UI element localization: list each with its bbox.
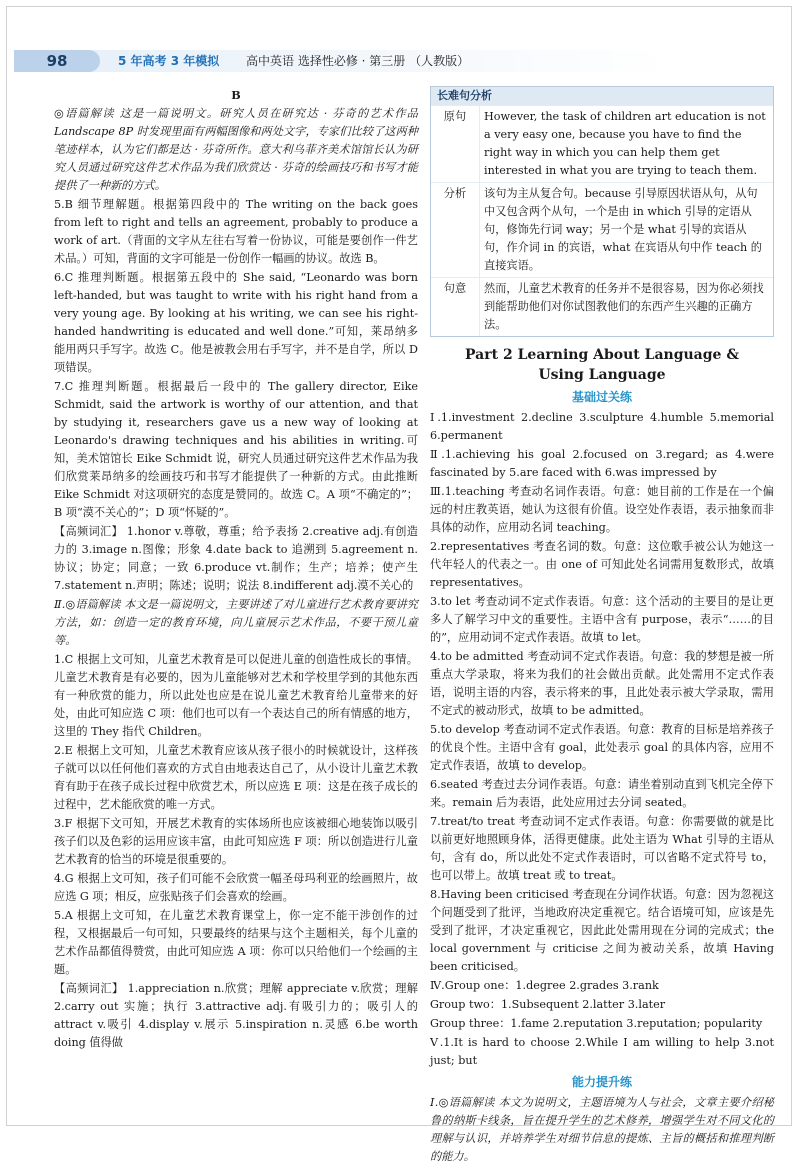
exercise-iii-2: 2.representatives 考查名词的数。句意：这位歌手被公认为她这一代年轻人的代表之一。由 one of 可知此处名词需用复数形式，故填 representatives。 bbox=[430, 540, 774, 589]
answer-ii-3: 3.F 根据下文可知，开展艺术教育的实体场所也应该被细心地装饰以吸引孩子们以及色彩的运用应该丰富，由此可知应选 F 项：所以创造进行儿童艺术教育的恰当的环境是很重要的。 bbox=[54, 817, 418, 866]
exercise-iii-1: Ⅲ.1.teaching 考查动名词作表语。句意：她目前的工作是在一个偏远的村庄教英语，她认为这很有价值。设空处作表语，表示抽象而非具体的动作，应用动名词 teaching。 bbox=[430, 485, 774, 534]
passage-overview-ii: Ⅱ.◎语篇解读 本文是一篇说明文，主要讲述了对儿童进行艺术教育要讲究方法，如：创造一定的教育环境，向儿童展示艺术作品，不要干预儿童等。 bbox=[54, 598, 418, 647]
part-title-line2: Using Language bbox=[538, 367, 666, 383]
exercise-iv-group-one: Ⅳ.Group one：1.degree 2.grades 3.rank bbox=[430, 979, 659, 992]
exercise-iii-3: 3.to let 考查动词不定式作表语。句意：这个活动的主要目的是让更多人了解学习中文的重要性。主语中含有 purpose，表示“……的目的”，应用动词不定式作表语。故填 to let。 bbox=[430, 595, 774, 644]
exercise-ii: Ⅱ.1.achieving his goal 2.focused on 3.regard; as 4.were fascinated by 5.are faced with 6.was impressed by bbox=[430, 448, 774, 479]
answer-ii-1: 1.C 根据上文可知，儿童艺术教育是可以促进儿童的创造性成长的事情。儿童艺术教育是有必要的，因为儿童能够对艺术和学校里学到的其他东西有一种欣赏的能力，所以此处也应是在说儿童艺术教育给儿童带来的好处，由此可知应选 C 项：他们也可以有一个表达自己的所有情感的地方，这里的 They 指代 Children。 bbox=[54, 653, 418, 738]
passage-overview-b: ◎语篇解读 这是一篇说明文。研究人员在研究达 · 芬奇的艺术作品 Landscape 8P 时发现里面有两幅图像和两处文字，专家们比较了这两种笔迹样本，认为它们都是达 · 芬奇所作。意大利乌菲齐美术馆馆长认为研究人员通过研究这件艺术作品为我们欣赏达 · 芬奇的绘画技巧和书写才能提供了一种新的方式。 bbox=[54, 107, 418, 192]
exercise-v: Ⅴ.1.It is hard to choose 2.While I am willing to help 3.not just; but bbox=[430, 1036, 774, 1067]
part-title bbox=[430, 345, 774, 385]
analysis-label: 分析 bbox=[443, 187, 467, 200]
brand-label: 5 年高考 3 年模拟 bbox=[118, 54, 220, 68]
exercise-iii-6: 6.seated 考查过去分词作表语。句意：请坐着别动直到飞机完全停下来。remain 后为表语，此处应用过去分词 seated。 bbox=[430, 778, 774, 809]
answer-5: 5.B 细节理解题。根据第四段中的 The writing on the back goes from left to right and tells an agreement, probably to produce a work of art.（背面的文字从左往右写着一份协议，可能是要创作一件艺术品。）可知，背面的文字可能是一份创作一幅画的协议。故选 B。 bbox=[54, 198, 418, 265]
section-advanced-practice: 能力提升练 bbox=[571, 1075, 632, 1089]
vocab-list-ii: 【高频词汇】 1.appreciation n.欣赏；理解 appreciate v.欣赏；理解 2.carry out 实施；执行 3.attractive adj.有吸引力的；吸引人的 attract v.吸引 4.display v.展示 5.inspiration n.灵感 6.be worth doing 值得做 bbox=[54, 982, 418, 1049]
analysis-heading: 长难句分析 bbox=[431, 87, 773, 105]
analysis-label: 原句 bbox=[443, 110, 467, 123]
answer-6: 6.C 推理判断题。根据第五段中的 She said, “Leonardo was born left-handed, but was taught to write with his right hand from a very young age. By looking at his writing, we can see his right-handed handwriting is educated and well done.”可知，莱昂纳多能用两只手写字。故选 C。他是被教会用右手写字，并不是自学，所以 D 项错误。 bbox=[54, 271, 418, 374]
exercise-iii-7: 7.treat/to treat 考查动词不定式作表语。句意：你需要做的就是比以前更好地照顾身体，活得更健康。此处主语为 What 引导的主语从句，含有 do，所以此处不定式作表语时，可以省略不定式符号 to，也可以带上。故填 treat 或 to treat。 bbox=[430, 815, 774, 882]
answer-ii-4: 4.G 根据上文可知，孩子们可能不会欣赏一幅圣母玛利亚的绘画照片，故应选 G 项；相反，应张贴孩子们会喜欢的绘画。 bbox=[54, 872, 418, 903]
answer-ii-2: 2.E 根据上文可知，儿童艺术教育应该从孩子很小的时候就设计，这样孩子就可以以任何他们喜欢的方式自由地表达自己了，从小设计儿童艺术教育有助于在孩子成长过程中欣赏艺术，所以应选 E 项：这是在孩子成长的过程中，艺术能欣赏的唯一方式。 bbox=[54, 744, 418, 811]
vocab-list-b: 【高频词汇】 1.honor v.尊敬，尊重；给予表扬 2.creative adj.有创造力的 3.image n.图像；形象 4.date back to 追溯到 5.agreement n.协议；协定；同意；一致 6.produce vt.制作；生产；培养；使产生 7.statement n.声明；陈述；说明；说法 8.indifferent adj.漠不关心的 bbox=[54, 525, 418, 592]
exercise-iv-group-two: Group two：1.Subsequent 2.latter 3.later bbox=[430, 998, 666, 1011]
analysis-label: 句意 bbox=[443, 282, 467, 295]
analysis-row bbox=[431, 277, 773, 336]
section-b-heading: B bbox=[231, 88, 241, 102]
exercise-iii-4: 4.to be admitted 考查动词不定式作表语。句意：我的梦想是被一所重点大学录取，将来为我们的社会做出贡献。此处需用不定式作表语，说明主语的内容，表示将来的事，且此处表示被大学录取，需用不定式的被动形式，故填 to be admitted。 bbox=[430, 650, 774, 717]
answer-ii-5: 5.A 根据上文可知，在儿童艺术教育课堂上，你一定不能干涉创作的过程，又根据最后一句可知，只要最终的结果与这个主题相关，每个儿童的艺术作品都值得赞赏，由此可知应选 A 项：你可以只给他们一个绘画的主题。 bbox=[54, 909, 418, 976]
section-basic-practice: 基础过关练 bbox=[571, 390, 632, 404]
left-column bbox=[54, 86, 418, 1053]
page-header bbox=[14, 50, 786, 72]
part-title-line1: Part 2 Learning About Language & bbox=[465, 347, 739, 363]
analysis-text: 该句为主从复合句。because 引导原因状语从句，从句中又包含两个从句，一个是由 in which 引导的定语从句，修饰先行词 way；另一个是 what 引导的宾语从句，作介词 in 的宾语，what 在宾语从句中作 teach 的直接宾语。 bbox=[479, 183, 773, 277]
analysis-row bbox=[431, 105, 773, 182]
book-title: 高中英语 选择性必修 · 第三册 （人教版） bbox=[246, 54, 470, 68]
page-number: 98 bbox=[14, 50, 100, 72]
passage-overview-advanced: Ⅰ.◎语篇解读 本文为说明文，主题语境为人与社会，文章主要介绍秘鲁的纳斯卡线条，旨在提升学生的艺术修养，增强学生对不同文化的理解与认识，并培养学生对细节信息的提炼、主旨的概括和推理判断的能力。 bbox=[430, 1096, 774, 1163]
exercise-iv-group-three: Group three：1.fame 2.reputation 3.reputation; popularity bbox=[430, 1017, 763, 1030]
exercise-iii-8: 8.Having been criticised 考查现在分词作状语。句意：因为忽视这个问题受到了批评，当地政府决定重视它。结合语境可知，应该是先受到了批评，才决定重视它，因此此处需用现在分词的完成式；the local government 与 criticise 之间为被动关系，故填 Having been criticised。 bbox=[430, 888, 774, 973]
analysis-row bbox=[431, 182, 773, 277]
answer-7: 7.C 推理判断题。根据最后一段中的 The gallery director, Eike Schmidt, said the artwork is worthy of our attention, and that by studying it, researchers gave us a new way of looking at Leonardo's drawing techniques and his abilities in writing.可知，美术馆馆长 Eike Schmidt 说，研究人员通过研究这件艺术作品为我们欣赏莱昂纳多的绘画技巧和书写才能提供了一种新的方式。由此推断 Eike Schmidt 对这项研究的态度是赞同的。故选 C。A 项“不确定的”；B 项“漠不关心的”；D 项“怀疑的”。 bbox=[54, 380, 418, 519]
sentence-analysis-box bbox=[430, 86, 774, 337]
analysis-text: However, the task of children art education is not a very easy one, because you have to find the right way in which you can help them get interested in what you are trying to teach them. bbox=[479, 106, 773, 182]
right-column bbox=[430, 86, 774, 1167]
analysis-text: 然而，儿童艺术教育的任务并不是很容易，因为你必须找到能帮助他们对你试图教他们的东西产生兴趣的正确方法。 bbox=[479, 278, 773, 336]
exercise-iii-5: 5.to develop 考查动词不定式作表语。句意：教育的目标是培养孩子的优良个性。主语中含有 goal，此处表示 goal 的具体内容，应用不定式作表语，故填 to develop。 bbox=[430, 723, 774, 772]
exercise-i: Ⅰ.1.investment 2.decline 3.sculpture 4.humble 5.memorial 6.permanent bbox=[430, 411, 774, 442]
